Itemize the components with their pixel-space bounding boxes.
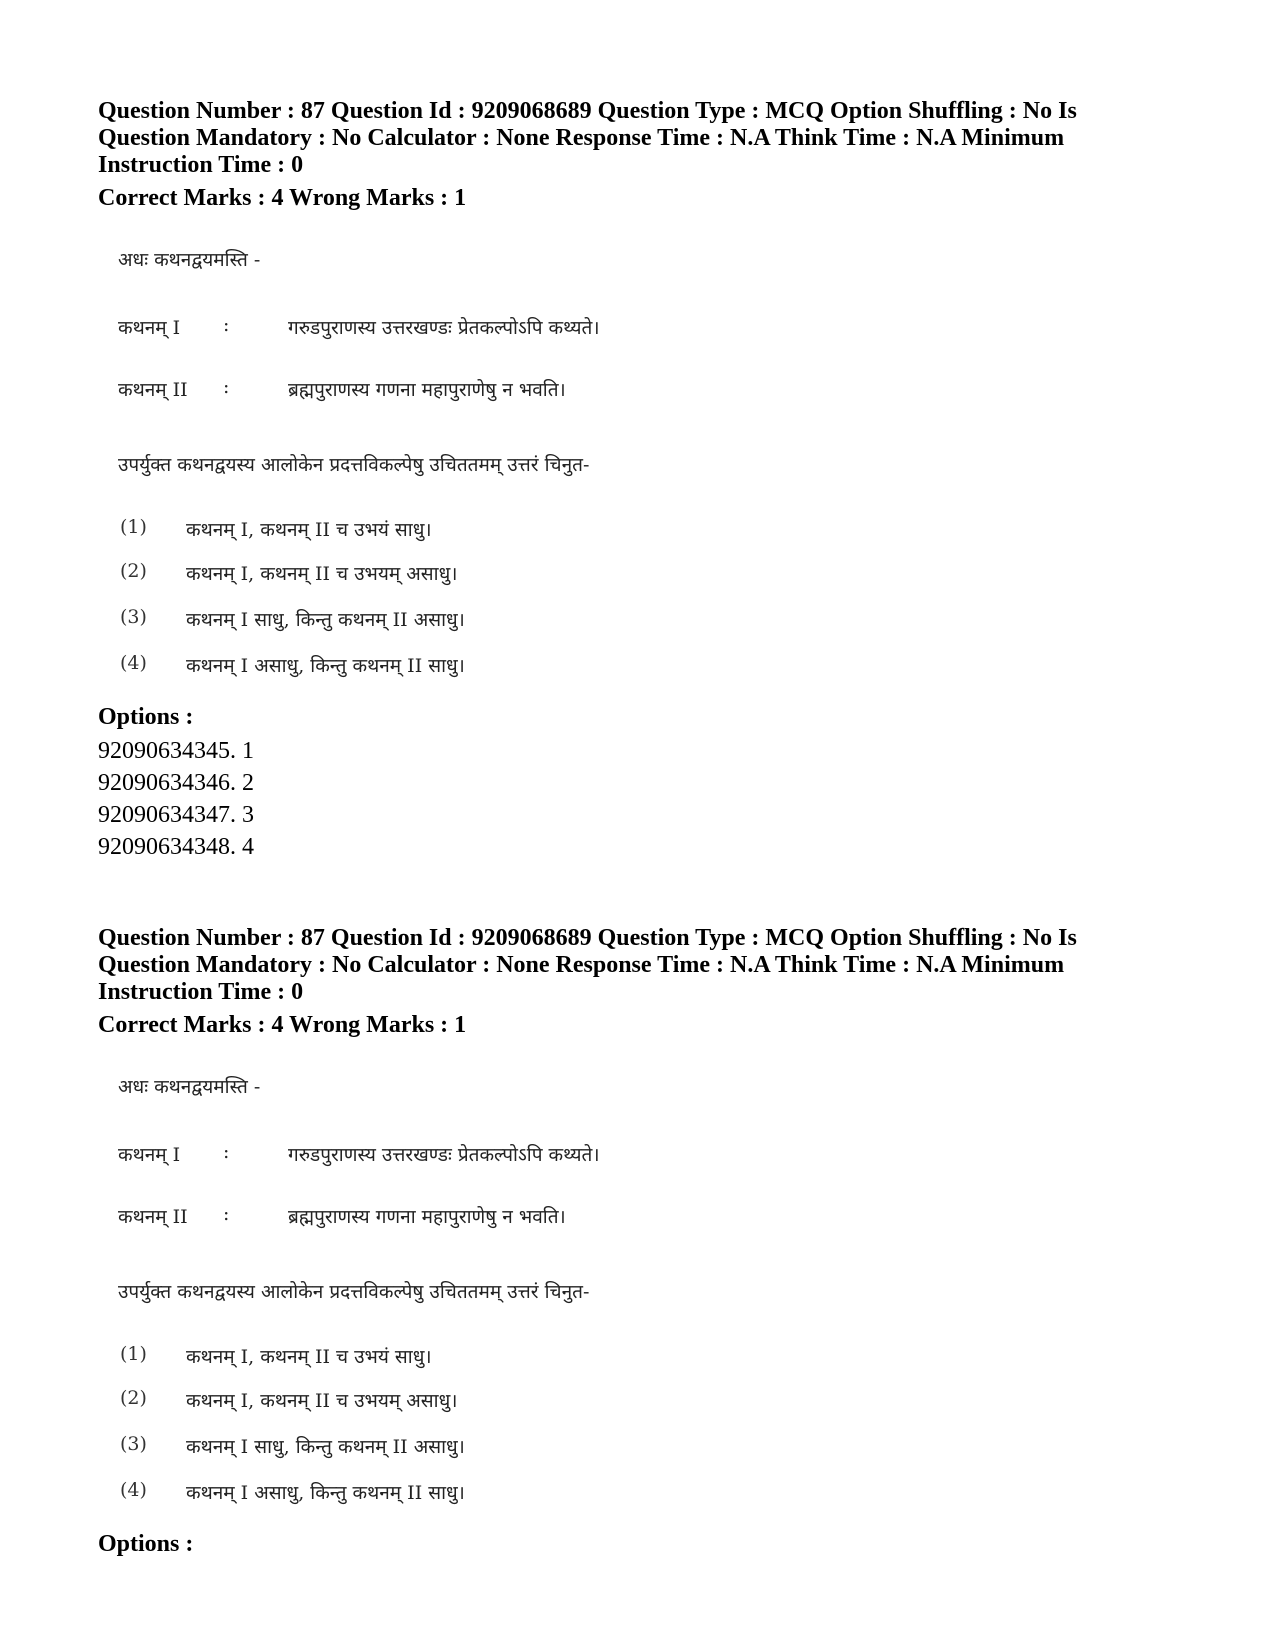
- statement-colon: :: [223, 376, 230, 398]
- statement-colon: :: [223, 1141, 230, 1163]
- choice-2: [118, 1387, 718, 1415]
- choice-3: [118, 1433, 718, 1461]
- question-prompt: उपर्युक्त कथनद्वयस्य आलोकेन प्रदत्तविकल्पेषु उचिततमम् उत्तरं चिनुत-: [118, 454, 590, 476]
- choice-text: कथनम् I, कथनम् II च उभयम् असाधु।: [186, 1390, 458, 1412]
- question-header: Question Number : 87 Question Id : 9209068689 Question Type : MCQ Option Shuffling : No Is Question Mandatory : No Calculator : None Response Time : N.A Think Time : N.A Minimum Instruction Time : 0: [98, 98, 1077, 178]
- statement-text: गरुडपुराणस्य उत्तरखण्डः प्रेतकल्पोऽपि कथ्यते।: [288, 317, 600, 339]
- question-header: Question Number : 87 Question Id : 9209068689 Question Type : MCQ Option Shuffling : No Is Question Mandatory : No Calculator : None Response Time : N.A Think Time : N.A Minimum Instruction Time : 0: [98, 925, 1077, 1005]
- choice-1: [118, 1343, 718, 1371]
- choice-text: कथनम् I साधु, किन्तु कथनम् II असाधु।: [186, 609, 465, 631]
- question-intro: अधः कथनद्वयमस्ति -: [118, 1076, 261, 1098]
- option-item: 92090634348. 4: [98, 834, 254, 860]
- choice-number: (2): [120, 560, 147, 582]
- question-intro: अधः कथनद्वयमस्ति -: [118, 249, 261, 271]
- options-list: [98, 735, 1198, 863]
- option-item: 92090634345. 1: [98, 738, 254, 764]
- choice-3: [118, 606, 718, 634]
- question-block-2: [98, 925, 1198, 1558]
- choice-text: कथनम् I असाधु, किन्तु कथनम् II साधु।: [186, 655, 465, 677]
- choice-number: (2): [120, 1387, 147, 1409]
- choice-number: (4): [120, 1479, 147, 1501]
- question-marks: Correct Marks : 4 Wrong Marks : 1: [98, 185, 467, 211]
- statement-label: कथनम् II: [118, 379, 188, 401]
- choice-text: कथनम् I असाधु, किन्तु कथनम् II साधु।: [186, 1482, 465, 1504]
- statement-label: कथनम् I: [118, 317, 181, 339]
- question-prompt: उपर्युक्त कथनद्वयस्य आलोकेन प्रदत्तविकल्पेषु उचिततमम् उत्तरं चिनुत-: [118, 1281, 590, 1303]
- question-body: [118, 1053, 718, 1523]
- choice-number: (1): [120, 516, 147, 538]
- choice-number: (3): [120, 606, 147, 628]
- choice-1: [118, 516, 718, 544]
- statement-text: ब्रह्मपुराणस्य गणना महापुराणेषु न भवति।: [288, 379, 566, 401]
- statement-2: [118, 376, 718, 406]
- choice-text: कथनम् I, कथनम् II च उभयं साधु।: [186, 519, 432, 541]
- options-label: Options :: [98, 704, 194, 730]
- question-marks: Correct Marks : 4 Wrong Marks : 1: [98, 1012, 467, 1038]
- statement-label: कथनम् I: [118, 1144, 181, 1166]
- choice-number: (1): [120, 1343, 147, 1365]
- option-item: 92090634346. 2: [98, 770, 254, 796]
- choice-number: (3): [120, 1433, 147, 1455]
- choice-4: [118, 652, 718, 680]
- statement-text: गरुडपुराणस्य उत्तरखण्डः प्रेतकल्पोऽपि कथ्यते।: [288, 1144, 600, 1166]
- option-item: 92090634347. 3: [98, 802, 254, 828]
- statement-text: ब्रह्मपुराणस्य गणना महापुराणेषु न भवति।: [288, 1206, 566, 1228]
- choice-4: [118, 1479, 718, 1507]
- question-block-1: [98, 98, 1198, 863]
- statement-colon: :: [223, 314, 230, 336]
- choice-2: [118, 560, 718, 588]
- statement-1: [118, 314, 718, 344]
- statement-1: [118, 1141, 718, 1171]
- options-label: Options :: [98, 1531, 194, 1557]
- choice-text: कथनम् I साधु, किन्तु कथनम् II असाधु।: [186, 1436, 465, 1458]
- statement-2: [118, 1203, 718, 1233]
- question-body: [118, 226, 718, 696]
- statement-label: कथनम् II: [118, 1206, 188, 1228]
- choice-number: (4): [120, 652, 147, 674]
- choice-text: कथनम् I, कथनम् II च उभयं साधु।: [186, 1346, 432, 1368]
- choice-text: कथनम् I, कथनम् II च उभयम् असाधु।: [186, 563, 458, 585]
- statement-colon: :: [223, 1203, 230, 1225]
